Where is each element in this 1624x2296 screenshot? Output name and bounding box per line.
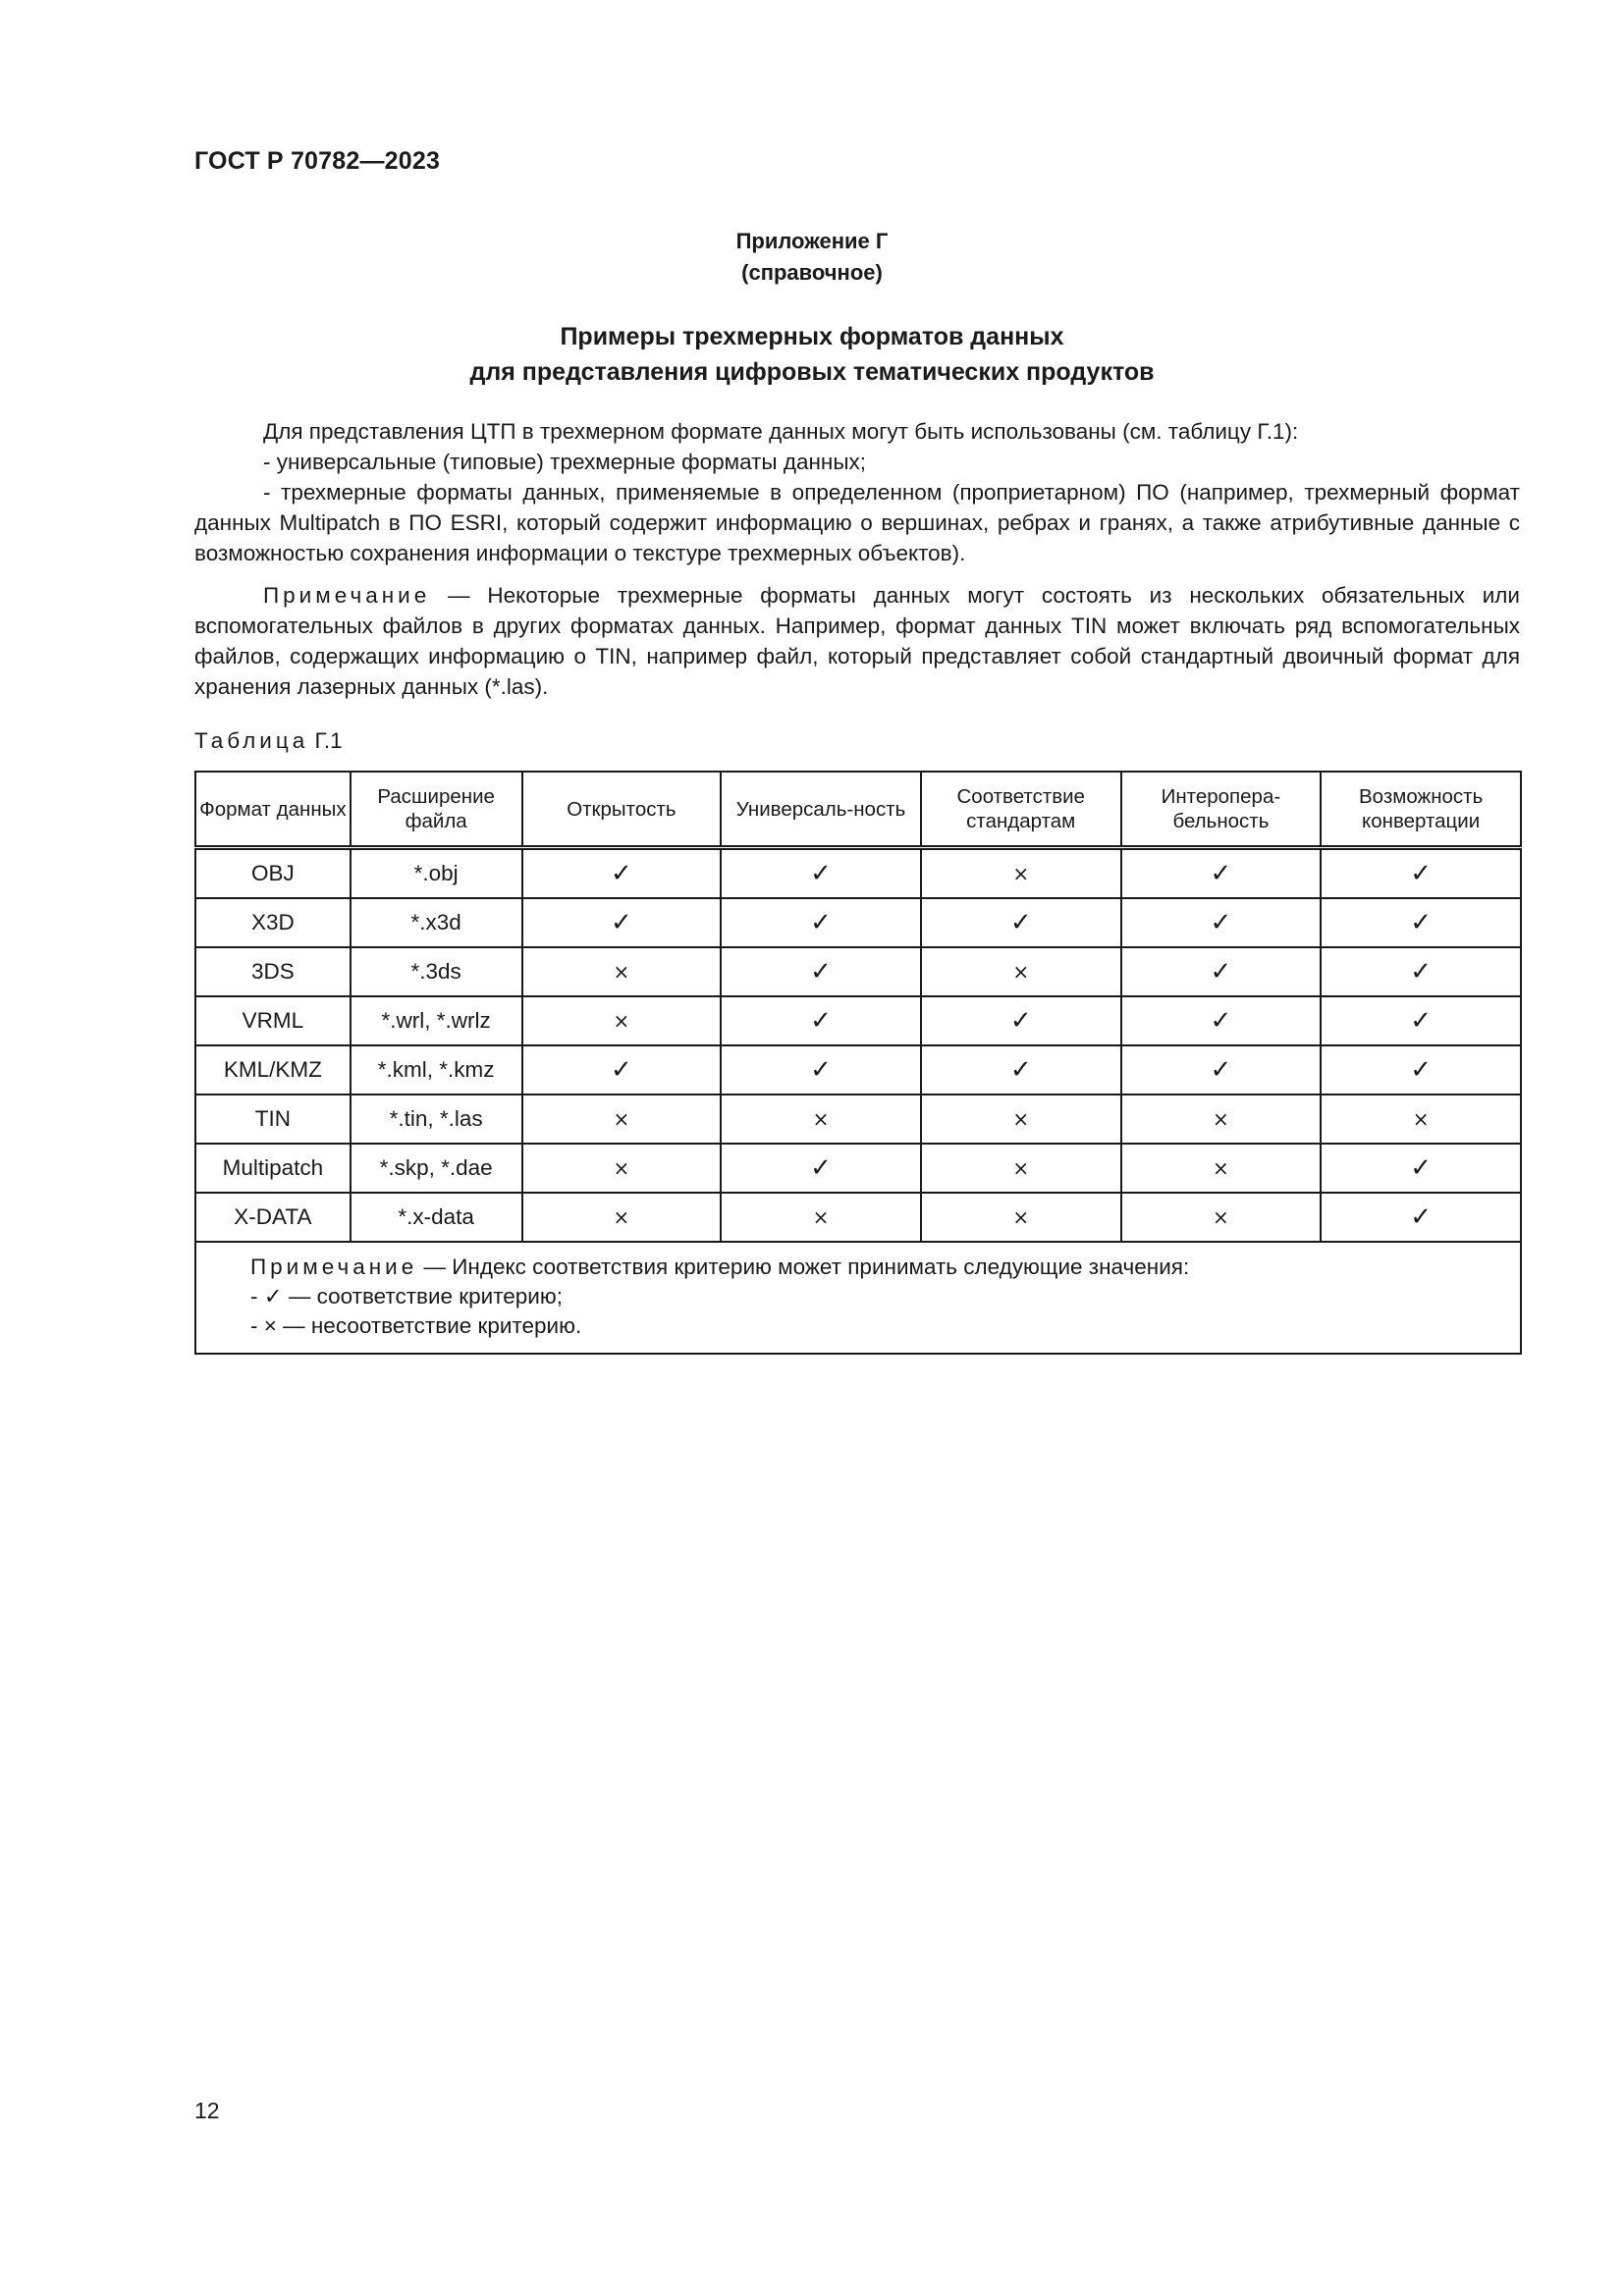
cell-standards-compliance: × xyxy=(921,848,1121,899)
cell-convertibility: ✓ xyxy=(1321,1144,1521,1193)
appendix-kind: (справочное) xyxy=(741,260,883,285)
section-title xyxy=(0,319,1624,390)
table-note-line-1: - ✓ — соответствие критерию; xyxy=(250,1284,563,1308)
table-row xyxy=(195,898,1521,947)
table-caption-label: Таблица xyxy=(194,728,309,753)
cell-openness: × xyxy=(522,947,722,996)
cell-extension: *.obj xyxy=(351,848,522,899)
list-item-1: - универсальные (типовые) трехмерные форматы данных; xyxy=(263,450,867,474)
table-row xyxy=(195,848,1521,899)
cell-interoperability: ✓ xyxy=(1121,1045,1322,1095)
header-universality: Универсаль-ность xyxy=(721,772,921,848)
cell-interoperability: × xyxy=(1121,1144,1322,1193)
cell-standards-compliance: × xyxy=(921,1095,1121,1144)
cell-format: TIN xyxy=(195,1095,351,1144)
cell-openness: × xyxy=(522,1095,722,1144)
cell-interoperability: ✓ xyxy=(1121,898,1322,947)
list-item-2: - трехмерные форматы данных, применяемые в определенном (проприетарном) ПО (например, трехмерный формат данных Multipatch в ПО ESRI, который содержит информацию о вершинах, ребрах и гранях, а также атрибутивные данные с возможностью сохранения информации о текстуре трехмерных объектов). xyxy=(194,480,1520,565)
page-number: 12 xyxy=(194,2098,220,2123)
table-note-row xyxy=(195,1242,1521,1354)
intro-paragraph: Для представления ЦТП в трехмерном формате данных могут быть использованы (см. таблицу Г.1): xyxy=(263,419,1299,444)
cell-format: Multipatch xyxy=(195,1144,351,1193)
cell-extension: *.x-data xyxy=(351,1193,522,1242)
cell-convertibility: ✓ xyxy=(1321,996,1521,1045)
cell-universality: ✓ xyxy=(721,898,921,947)
cell-openness: ✓ xyxy=(522,848,722,899)
cell-interoperability: ✓ xyxy=(1121,848,1322,899)
table-row xyxy=(195,1095,1521,1144)
cell-openness: × xyxy=(522,1193,722,1242)
cell-format: X3D xyxy=(195,898,351,947)
cell-convertibility: ✓ xyxy=(1321,1045,1521,1095)
body-text xyxy=(194,416,1520,702)
cell-standards-compliance: × xyxy=(921,947,1121,996)
section-title-line-2: для представления цифровых тематических продуктов xyxy=(469,358,1155,386)
table-header-row xyxy=(195,772,1521,848)
cell-extension: *.wrl, *.wrlz xyxy=(351,996,522,1045)
cell-interoperability: ✓ xyxy=(1121,996,1322,1045)
cell-standards-compliance: × xyxy=(921,1193,1121,1242)
table-row xyxy=(195,947,1521,996)
header-openness: Открытость xyxy=(522,772,722,848)
cell-format: 3DS xyxy=(195,947,351,996)
cell-universality: ✓ xyxy=(721,947,921,996)
cell-format: OBJ xyxy=(195,848,351,899)
cell-interoperability: × xyxy=(1121,1193,1322,1242)
table-note-text: — Индекс соответствия критерию может принимать следующие значения: xyxy=(417,1255,1190,1279)
formats-table xyxy=(194,771,1522,1355)
cell-format: VRML xyxy=(195,996,351,1045)
table-body xyxy=(195,848,1521,1243)
cell-convertibility: ✓ xyxy=(1321,898,1521,947)
header-convertibility: Возможность конвертации xyxy=(1321,772,1521,848)
note-paragraph xyxy=(194,580,1520,702)
cell-standards-compliance: ✓ xyxy=(921,1045,1121,1095)
appendix-heading xyxy=(0,226,1624,289)
appendix-title: Приложение Г xyxy=(735,229,889,253)
header-interoperability: Интеропера-бельность xyxy=(1121,772,1322,848)
cell-universality: ✓ xyxy=(721,1045,921,1095)
table-caption xyxy=(194,728,343,754)
cell-extension: *.tin, *.las xyxy=(351,1095,522,1144)
cell-openness: ✓ xyxy=(522,898,722,947)
cell-extension: *.3ds xyxy=(351,947,522,996)
cell-standards-compliance: × xyxy=(921,1144,1121,1193)
cell-universality: ✓ xyxy=(721,848,921,899)
cell-openness: × xyxy=(522,1144,722,1193)
cell-interoperability: × xyxy=(1121,1095,1322,1144)
header-extension: Расширение файла xyxy=(351,772,522,848)
table-note-line-2: - × — несоответствие критерию. xyxy=(250,1313,582,1338)
section-title-line-1: Примеры трехмерных форматов данных xyxy=(560,323,1064,350)
cell-convertibility: × xyxy=(1321,1095,1521,1144)
table-row xyxy=(195,1045,1521,1095)
table-row xyxy=(195,1144,1521,1193)
cell-universality: × xyxy=(721,1095,921,1144)
note-label: Примечание xyxy=(263,583,431,608)
header-standards-compliance: Соответствие стандартам xyxy=(921,772,1121,848)
note-text: — Некоторые трехмерные форматы данных могут состоять из нескольких обязательных или вспомогательных файлов в других форматах данных. Например, формат данных TIN может включать ряд вспомогательных файлов, содержащих информацию о TIN, например файл, который представляет собой стандартный двоичный формат для хранения лазерных данных (*.las). xyxy=(194,583,1520,699)
cell-extension: *.kml, *.kmz xyxy=(351,1045,522,1095)
cell-extension: *.skp, *.dae xyxy=(351,1144,522,1193)
cell-format: KML/KMZ xyxy=(195,1045,351,1095)
cell-universality: ✓ xyxy=(721,996,921,1045)
document-standard-header: ГОСТ Р 70782—2023 xyxy=(194,147,441,175)
cell-interoperability: ✓ xyxy=(1121,947,1322,996)
cell-standards-compliance: ✓ xyxy=(921,898,1121,947)
table-row xyxy=(195,1193,1521,1242)
cell-convertibility: ✓ xyxy=(1321,1193,1521,1242)
cell-openness: ✓ xyxy=(522,1045,722,1095)
cell-extension: *.x3d xyxy=(351,898,522,947)
table-note xyxy=(195,1242,1521,1354)
cell-openness: × xyxy=(522,996,722,1045)
cell-format: X-DATA xyxy=(195,1193,351,1242)
cell-universality: × xyxy=(721,1193,921,1242)
cell-convertibility: ✓ xyxy=(1321,947,1521,996)
cell-convertibility: ✓ xyxy=(1321,848,1521,899)
table-caption-number: Г.1 xyxy=(308,728,343,753)
table-note-label: Примечание xyxy=(250,1255,418,1279)
cell-standards-compliance: ✓ xyxy=(921,996,1121,1045)
header-format: Формат данных xyxy=(195,772,351,848)
table-note-line-0 xyxy=(250,1253,1520,1282)
cell-universality: ✓ xyxy=(721,1144,921,1193)
table-row xyxy=(195,996,1521,1045)
